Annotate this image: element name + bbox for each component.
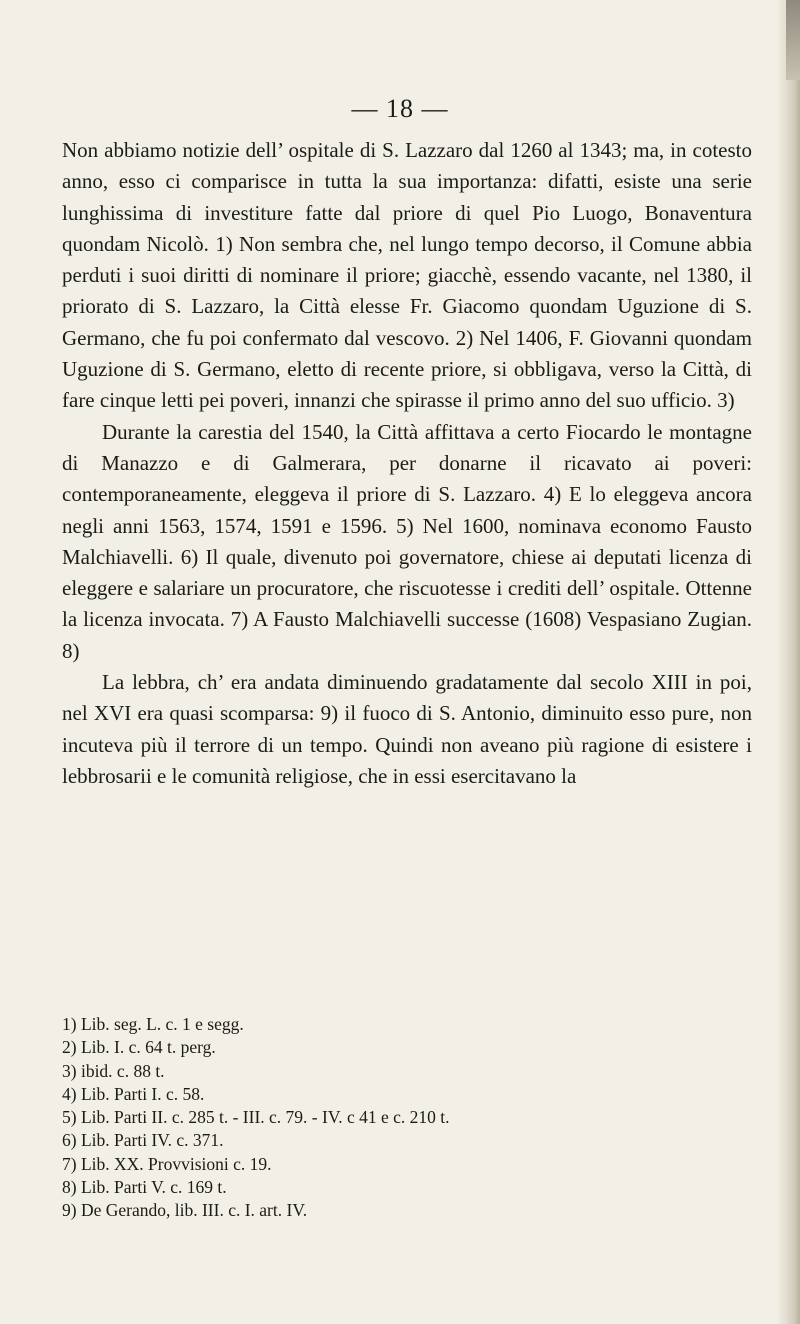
body-text [62,135,752,792]
footnotes [62,1013,752,1223]
paragraph-1: Non abbiamo notizie dell’ ospitale di S. Lazzaro dal 1260 al 1343; ma, in cotesto anno, esso ci comparisce in tutta la sua importanza: difatti, esiste una serie lunghissima di investiture fatte dal priore di quel Pio Luogo, Bonaventura quondam Nicolò. 1) Non sembra che, nel lungo tempo decorso, il Comune abbia perduti i suoi diritti di nominare il priore; giacchè, essendo vacante, nel 1380, il priorato di S. Lazzaro, la Città elesse Fr. Giacomo quondam Uguzione di S. Germano, che fu poi confermato dal vescovo. 2) Nel 1406, F. Giovanni quondam Uguzione di S. Germano, eletto di recente priore, si obbligava, verso la Città, di fare cinque letti pei poveri, innanzi che spirasse il primo anno del suo ufficio. 3) [62,138,752,413]
paragraph-3: La lebbra, ch’ era andata diminuendo gradatamente dal secolo XIII in poi, nel XVI era quasi scomparsa: 9) il fuoco di S. Antonio, diminuito esso pure, non incuteva più il terrore di un tempo. Quindi non aveano più ragione di esistere i lebbrosarii e le comunità religiose, che in essi esercitavano la [62,670,752,788]
footnote-7: 7) Lib. XX. Provvisioni c. 19. [62,1153,272,1174]
page-edge-shadow [778,0,800,1324]
footnote-6: 6) Lib. Parti IV. c. 371. [62,1130,224,1151]
footnote-5: 5) Lib. Parti II. c. 285 t. - III. c. 79. - IV. c 41 e c. 210 t. [62,1107,450,1128]
footnote-8: 8) Lib. Parti V. c. 169 t. [62,1177,227,1198]
footnote-3: 3) ibid. c. 88 t. [62,1060,165,1081]
footnote-1: 1) Lib. seg. L. c. 1 e segg. [62,1014,244,1034]
page-corner-shadow [786,0,800,80]
footnote-9: 9) De Gerando, lib. III. c. I. art. IV. [62,1200,308,1221]
page-number: — 18 — [351,94,449,123]
paragraph-2: Durante la carestia del 1540, la Città affittava a certo Fiocardo le montagne di Manazzo e di Galmerara, per donarne il ricavato ai poveri: contemporaneamente, eleggeva il priore di S. Lazzaro. 4) E lo eleggeva ancora negli anni 1563, 1574, 1591 e 1596. 5) Nel 1600, nominava economo Fausto Malchiavelli. 6) Il quale, divenuto poi governatore, chiese ai deputati licenza di eleggere e salariare un procuratore, che riscuotesse i crediti dell’ ospitale. Ottenne la licenza invocata. 7) A Fausto Malchiavelli successe (1608) Vespasiano Zugian. 8) [62,419,752,663]
footnote-2: 2) Lib. I. c. 64 t. perg. [62,1037,216,1058]
footnote-4: 4) Lib. Parti I. c. 58. [62,1083,205,1104]
